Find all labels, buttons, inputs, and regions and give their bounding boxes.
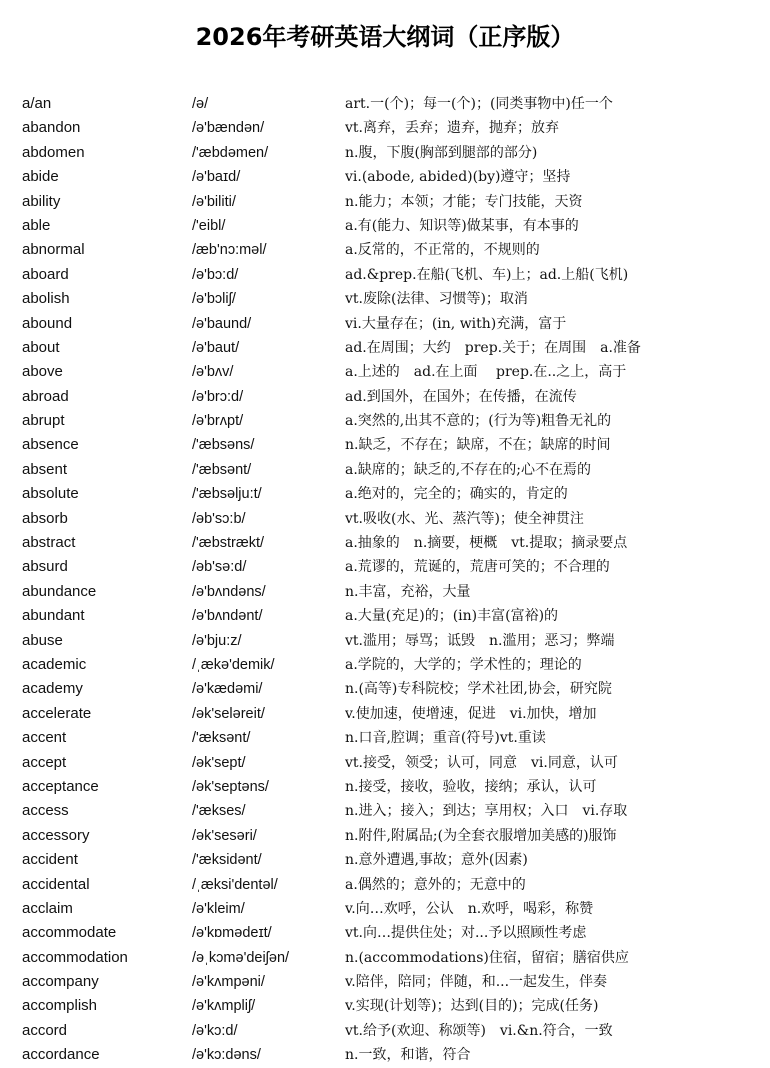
entry-definition: v.向…欢呼，公认 n.欢呼，喝彩，称赞 [345, 900, 594, 917]
entry-word: ability [22, 192, 61, 210]
entry-phonetic: /ə'bændən/ [192, 120, 265, 137]
entry-definition: a.大量(充足)的；(in)丰富(富裕)的 [345, 608, 559, 625]
vocab-entry [0, 190, 770, 214]
entry-phonetic: /ə'bɔ:d/ [192, 266, 239, 283]
entry-word: abrupt [22, 412, 65, 430]
vocab-entry [0, 970, 770, 994]
entry-definition: n.腹，下腹(胸部到腿部的部分) [345, 144, 538, 161]
entry-phonetic: /əˌkɔmə'deiʃən/ [192, 949, 290, 966]
entry-word: accidental [22, 875, 90, 893]
entry-phonetic: /ək'septəns/ [192, 778, 269, 795]
vocab-entry [0, 263, 770, 287]
entry-word: acclaim [22, 899, 73, 917]
entry-phonetic: /'æbsənt/ [192, 461, 252, 478]
vocab-entry [0, 531, 770, 555]
vocab-entry [0, 677, 770, 701]
entry-definition: v.陪伴，陪同；伴随，和...一起发生，伴奏 [345, 974, 608, 991]
vocab-entry [0, 848, 770, 872]
vocab-entry [0, 360, 770, 384]
entry-definition: a.抽象的 n.摘要，梗概 vt.提取；摘录要点 [345, 535, 628, 552]
entry-definition: ad.到国外，在国外；在传播，在流传 [345, 388, 577, 405]
vocab-entry [0, 165, 770, 189]
entry-definition: n.缺乏，不存在；缺席，不在；缺席的时间 [345, 437, 611, 454]
entry-definition: vt.滥用；辱骂；诋毁 n.滥用；恶习；弊端 [345, 632, 615, 649]
entry-definition: vt.吸收(水、光、蒸汽等)；使全神贯注 [345, 510, 584, 527]
entry-phonetic: /ə'kɔ:d/ [192, 1022, 238, 1039]
entry-definition: a.偶然的；意外的；无意中的 [345, 876, 526, 893]
entry-phonetic: /ə'kʌmpəni/ [192, 974, 265, 991]
entry-definition: vi.(abode, abided)(by)遵守；坚持 [345, 169, 571, 186]
entry-phonetic: /əb'sɔ:b/ [192, 510, 246, 527]
entry-definition: vt.废除(法律、习惯等)；取消 [345, 291, 528, 308]
vocab-entry [0, 141, 770, 165]
entry-definition: a.缺席的；缺乏的,不存在的;心不在焉的 [345, 461, 591, 478]
entry-definition: a.绝对的，完全的；确实的，肯定的 [345, 486, 568, 503]
entry-word: absent [22, 460, 68, 478]
entry-word: abdomen [22, 143, 85, 161]
entry-phonetic: /ə'bʌv/ [192, 364, 234, 381]
vocab-entry [0, 385, 770, 409]
entry-definition: ad.&prep.在船(飞机、车)上；ad.上船(飞机) [345, 266, 629, 283]
entry-phonetic: /ək'sept/ [192, 754, 246, 771]
entry-phonetic: /ˌækə'demik/ [192, 656, 275, 673]
entry-definition: n.意外遭遇,事故；意外(因素) [345, 852, 528, 869]
entry-word: abolish [22, 290, 70, 308]
vocab-entry [0, 897, 770, 921]
vocab-entry [0, 92, 770, 116]
entry-definition: n.(accommodations)住宿，留宿；膳宿供应 [345, 949, 629, 966]
vocab-entry [0, 604, 770, 628]
vocab-entry [0, 482, 770, 506]
vocab-entry [0, 287, 770, 311]
entry-word: accommodate [22, 924, 117, 942]
entry-definition: vt.接受，领受；认可，同意 vi.同意，认可 [345, 754, 618, 771]
vocab-entry [0, 580, 770, 604]
entry-word: above [22, 363, 63, 381]
entry-definition: n.附件,附属品;(为全套衣服增加美感的)服饰 [345, 827, 617, 844]
entry-word: absurd [22, 558, 68, 576]
entry-word: abandon [22, 119, 81, 137]
vocab-entry [0, 238, 770, 262]
vocab-entry [0, 873, 770, 897]
vocab-entry [0, 629, 770, 653]
entry-word: accomplish [22, 997, 98, 1015]
entry-definition: n.进入；接入；到达；享用权；入口 vi.存取 [345, 803, 628, 820]
entry-word: accident [22, 851, 78, 869]
entry-definition: a.学院的，大学的；学术性的；理论的 [345, 656, 582, 673]
entry-definition: n.接受，接收，验收，接纳；承认，认可 [345, 778, 597, 795]
entry-phonetic: /ə'baut/ [192, 339, 240, 356]
entry-definition: n.能力；本领；才能；专门技能，天资 [345, 193, 583, 210]
vocab-entry [0, 1019, 770, 1043]
entry-phonetic: /ə'baund/ [192, 315, 252, 332]
entry-definition: ad.在周围；大约 prep.关于；在周围 a.准备 [345, 339, 641, 356]
entry-word: abuse [22, 631, 63, 649]
entry-definition: vt.离弃，丢弃；遗弃，抛弃；放弃 [345, 120, 559, 137]
entry-word: acceptance [22, 777, 99, 795]
vocab-entry [0, 751, 770, 775]
vocab-entry [0, 824, 770, 848]
entry-phonetic: /'æbsəlju:t/ [192, 486, 262, 503]
entry-definition: a.荒谬的，荒诞的，荒唐可笑的；不合理的 [345, 559, 610, 576]
entry-word: able [22, 216, 51, 234]
entry-phonetic: /ə'biliti/ [192, 193, 236, 210]
entry-phonetic: /ə'bʌndəns/ [192, 583, 266, 600]
vocab-entry [0, 312, 770, 336]
vocabulary-list [0, 92, 770, 1068]
entry-word: accept [22, 753, 67, 771]
entry-word: academy [22, 680, 83, 698]
entry-phonetic: /ə'bɔliʃ/ [192, 291, 236, 308]
entry-word: abundant [22, 607, 85, 625]
vocab-entry [0, 1043, 770, 1067]
entry-word: abide [22, 168, 59, 186]
entry-phonetic: /əb'sə:d/ [192, 559, 247, 576]
entry-phonetic: /ə'bju:z/ [192, 632, 242, 649]
entry-phonetic: /ək'sesəri/ [192, 827, 257, 844]
entry-phonetic: /ə'baɪd/ [192, 169, 241, 186]
vocab-entry [0, 433, 770, 457]
entry-phonetic: /ə/ [192, 96, 209, 112]
entry-definition: n.(高等)专科院校；学术社团,协会，研究院 [345, 681, 612, 698]
entry-definition: art.一(个)；每一(个)；(同类事物中)任一个 [345, 96, 613, 112]
vocab-entry [0, 726, 770, 750]
entry-phonetic: /ˌæksi'dentəl/ [192, 876, 278, 893]
entry-word: abound [22, 314, 73, 332]
entry-phonetic: /'æksidənt/ [192, 852, 262, 869]
entry-word: about [22, 338, 60, 356]
vocab-entry [0, 946, 770, 970]
entry-phonetic: /ə'kædəmi/ [192, 681, 263, 698]
entry-definition: vt.向…提供住处；对...予以照顾性考虑 [345, 925, 587, 942]
entry-word: abundance [22, 582, 97, 600]
entry-phonetic: /'æbdəmen/ [192, 144, 269, 161]
entry-word: absorb [22, 509, 68, 527]
entry-word: accelerate [22, 704, 92, 722]
vocab-entry [0, 214, 770, 238]
vocab-entry [0, 921, 770, 945]
entry-phonetic: /'ækses/ [192, 803, 246, 820]
entry-phonetic: /ə'brɔ:d/ [192, 388, 244, 405]
vocab-entry [0, 458, 770, 482]
entry-definition: n.丰富，充裕，大量 [345, 583, 471, 600]
entry-definition: a.反常的，不正常的，不规则的 [345, 242, 540, 259]
entry-word: abnormal [22, 241, 85, 259]
entry-phonetic: /æb'nɔ:məl/ [192, 242, 267, 259]
entry-word: accessory [22, 826, 90, 844]
entry-word: absence [22, 436, 79, 454]
entry-word: accompany [22, 973, 99, 991]
entry-phonetic: /ə'kleim/ [192, 900, 245, 917]
entry-word: accommodation [22, 948, 128, 966]
entry-phonetic: /ə'kɔ:dəns/ [192, 1047, 261, 1064]
entry-word: accord [22, 1021, 68, 1039]
entry-phonetic: /'eibl/ [192, 217, 226, 234]
entry-phonetic: /'æbsəns/ [192, 437, 255, 454]
vocab-entry [0, 653, 770, 677]
entry-phonetic: /'æksənt/ [192, 730, 251, 747]
entry-word: accordance [22, 1046, 100, 1064]
vocab-entry [0, 507, 770, 531]
entry-phonetic: /'æbstrækt/ [192, 535, 265, 552]
vocab-entry [0, 799, 770, 823]
vocab-entry [0, 409, 770, 433]
vocab-entry [0, 116, 770, 140]
entry-phonetic: /ə'kɒmədeɪt/ [192, 925, 272, 942]
entry-word: academic [22, 655, 87, 673]
entry-phonetic: /ə'kʌmpliʃ/ [192, 998, 256, 1015]
vocab-entry [0, 555, 770, 579]
entry-definition: v.使加速，使增速，促进 vi.加快，增加 [345, 705, 597, 722]
entry-definition: n.一致，和谐，符合 [345, 1047, 471, 1064]
entry-word: aboard [22, 265, 69, 283]
entry-phonetic: /ək'seləreit/ [192, 705, 265, 722]
entry-word: a/an [22, 95, 52, 112]
vocab-entry [0, 775, 770, 799]
vocab-entry [0, 702, 770, 726]
entry-word: abstract [22, 534, 76, 552]
entry-word: abroad [22, 387, 69, 405]
entry-definition: vt.给予(欢迎、称颂等) vi.&n.符合，一致 [345, 1022, 613, 1039]
vocab-entry [0, 994, 770, 1018]
entry-definition: v.实现(计划等)；达到(目的)；完成(任务) [345, 998, 599, 1015]
entry-word: absolute [22, 485, 79, 503]
vocab-entry [0, 336, 770, 360]
entry-phonetic: /ə'bʌndənt/ [192, 608, 263, 625]
page-title: 2026年考研英语大纲词（正序版） [195, 23, 575, 51]
entry-definition: n.口音,腔调；重音(符号)vt.重读 [345, 730, 546, 747]
entry-definition: a.上述的 ad.在上面 prep.在..之上，高于 [345, 364, 627, 381]
entry-phonetic: /ə'brʌpt/ [192, 413, 244, 430]
entry-word: accent [22, 729, 67, 747]
entry-definition: a.有(能力、知识等)做某事，有本事的 [345, 217, 579, 234]
entry-word: access [22, 802, 69, 820]
entry-definition: vi.大量存在；(in, with)充满，富于 [345, 315, 567, 332]
entry-definition: a.突然的,出其不意的；(行为等)粗鲁无礼的 [345, 413, 612, 430]
